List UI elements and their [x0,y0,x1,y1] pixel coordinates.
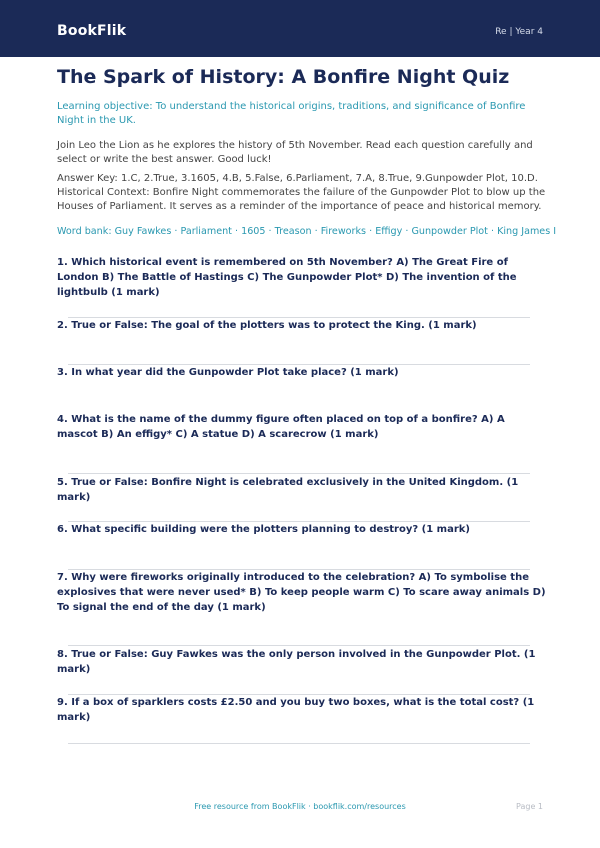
question-1: 1. Which historical event is remembered on 5th November? A) The Great Fire of London B) The Battle of Hastings C) The Gunpowder Plot* D) The invention of the lightbulb (1 mark) [57,257,517,298]
answer-line[interactable] [68,473,530,474]
page-title: The Spark of History: A Bonfire Night Quiz [57,66,510,88]
question-6: 6. What specific building were the plotters planning to destroy? (1 mark) [57,524,470,535]
answer-key: Answer Key: 1.C, 2.True, 3.1605, 4.B, 5.False, 6.Parliament, 7.A, 8.True, 9.Gunpowder Plot, 10.D. Historical Context: Bonfire Night commemorates the failure of the Gunpowder Plot to blow up the Houses of Parliament. It serves as a reminder of the importance of peace and historical memory. [57,173,546,212]
page-number: Page 1 [516,802,543,811]
subject-year-tag: Re | Year 4 [495,27,543,37]
question-2: 2. True or False: The goal of the plotters was to protect the King. (1 mark) [57,320,477,331]
question-4: 4. What is the name of the dummy figure often placed on top of a bonfire? A) A mascot B) An effigy* C) A statue D) A scarecrow (1 mark) [57,414,505,440]
intro-text: Join Leo the Lion as he explores the history of 5th November. Read each question carefully and select or write the best answer. Good luck! [57,140,533,165]
word-bank: Word bank: Guy Fawkes · Parliament · 1605 · Treason · Fireworks · Effigy · Gunpowder Plot · King James I [57,226,557,237]
question-5: 5. True or False: Bonfire Night is celebrated exclusively in the United Kingdom. (1 mark) [57,477,519,503]
question-3: 3. In what year did the Gunpowder Plot take place? (1 mark) [57,367,399,378]
footer-link[interactable]: Free resource from BookFlik · bookflik.com/resources [194,802,406,811]
header-bar [0,0,600,57]
question-8: 8. True or False: Guy Fawkes was the only person involved in the Gunpowder Plot. (1 mark) [57,649,536,675]
answer-line[interactable] [68,743,530,744]
learning-objective: Learning objective: To understand the historical origins, traditions, and significance of Bonfire Night in the UK. [57,101,526,126]
brand-logo[interactable]: BookFlik [57,23,127,39]
answer-line[interactable] [68,645,530,646]
question-9: 9. If a box of sparklers costs £2.50 and you buy two boxes, what is the total cost? (1 mark) [57,697,535,723]
question-7: 7. Why were fireworks originally introduced to the celebration? A) To symbolise the explosives that were never used* B) To keep people warm C) To scare away animals D) To signal the end of the day (1 mark) [57,572,546,613]
